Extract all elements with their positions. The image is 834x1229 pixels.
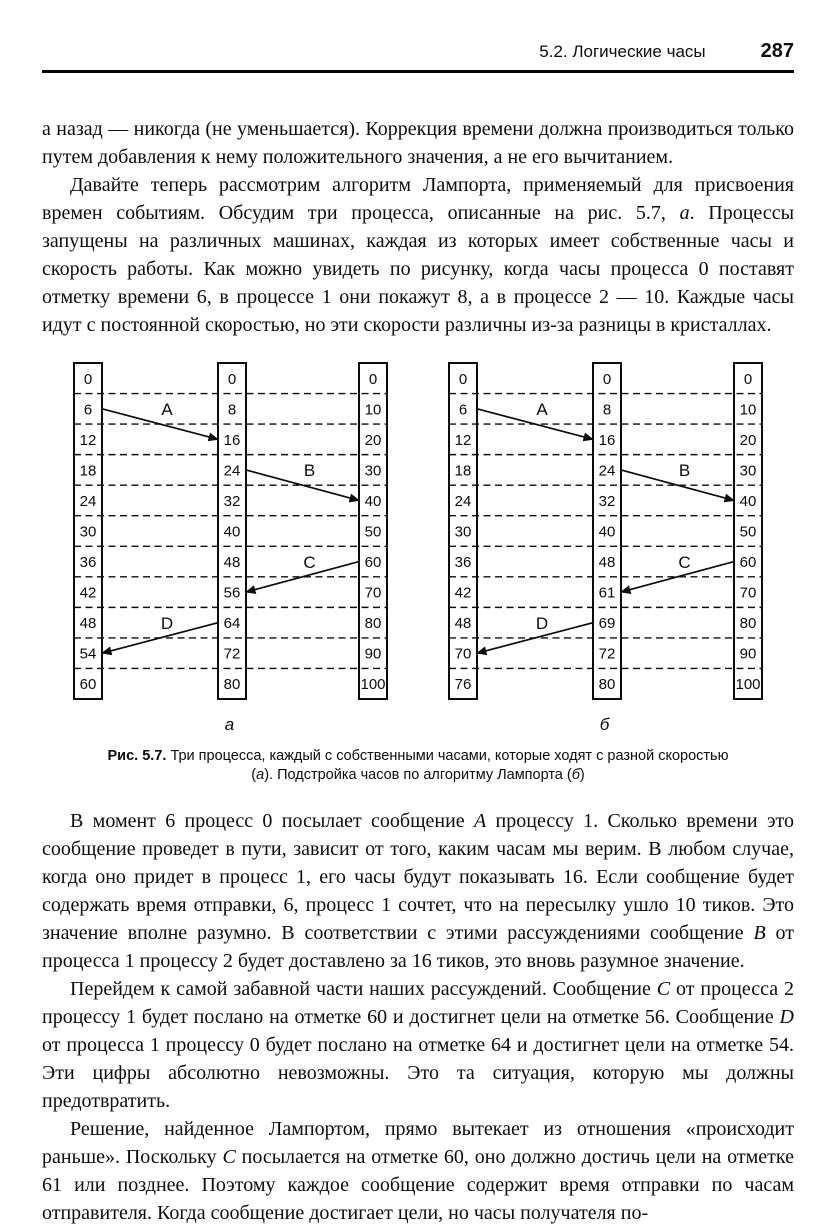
text-run: Перейдем к самой забавной части наших рассуждений. Сообщение [70, 977, 657, 1000]
clock-value: 40 [223, 523, 241, 540]
clock-value: 8 [227, 400, 237, 418]
clock-value: 60 [364, 553, 382, 571]
paragraph [42, 115, 794, 171]
clock-value: 60 [79, 675, 97, 693]
diagram-labels [73, 715, 761, 735]
clock-value: 50 [739, 523, 757, 540]
text-run: C [222, 1145, 236, 1168]
clock-value: 56 [223, 584, 241, 602]
page-number: 287 [760, 40, 794, 62]
clock-value: 24 [598, 461, 616, 479]
clock-value: 60 [739, 553, 757, 571]
paragraph [42, 975, 794, 1115]
clock-value: 0 [83, 370, 93, 388]
diagram-b-label: б [599, 714, 610, 734]
clock-value: 80 [598, 675, 616, 693]
clock-value: 10 [364, 400, 382, 418]
clock-value: 0 [368, 370, 378, 388]
clock-value: 80 [223, 675, 241, 693]
clock-value: 61 [598, 584, 616, 602]
clock-value: 32 [223, 492, 241, 510]
clock-value: 30 [364, 461, 382, 479]
clock-value: 48 [598, 553, 616, 571]
text-run: от процесса 1 процессу 2 будет доставлено за 16 тиков, это вновь разумное значение. [42, 921, 794, 972]
clock-value: 36 [454, 553, 472, 571]
clock-value: 42 [79, 584, 97, 602]
text-run: D [779, 1005, 794, 1028]
clock-value: 100 [735, 675, 761, 693]
clock-value: 48 [223, 553, 241, 571]
clock-value: 20 [739, 431, 757, 449]
text-run: В момент 6 процесс 0 посылает сообщение [70, 809, 474, 832]
clock-value: 40 [598, 523, 616, 540]
header-rule [42, 70, 794, 73]
clock-diagram-svg [73, 361, 388, 703]
clock-value: 70 [364, 584, 382, 602]
message-label: B [678, 460, 691, 480]
clock-value: 6 [83, 400, 93, 418]
text-run: а назад — никогда (не уменьшается). Коррекция времени должна производиться только путем добавления к нему положительного значения, а не его вычитанием. [42, 117, 794, 168]
text-run: ) [579, 766, 585, 783]
body-text-top [42, 115, 794, 339]
clock-value: 16 [223, 431, 241, 449]
clock-value: 54 [79, 645, 97, 663]
text-run: Три процесса, каждый с собственными часами, которые ходят с разной скоростью ( [166, 747, 729, 783]
diagram-a-label: а [224, 714, 235, 734]
clock-value: 30 [79, 523, 97, 540]
body-text-bottom [42, 807, 794, 1227]
clock-value: 90 [364, 645, 382, 663]
message-label: B [303, 460, 316, 480]
text-run: B [753, 921, 766, 944]
text-run: Давайте теперь рассмотрим алгоритм Лампорта, применяемый для присвоения времен событиям. Обсудим три процесса, описанные на рис. 5.7, [42, 173, 794, 224]
clock-value: 32 [598, 492, 616, 510]
clock-value: 24 [79, 492, 97, 510]
clock-value: 18 [454, 461, 472, 479]
clock-value: 16 [598, 431, 616, 449]
clock-value: 100 [360, 675, 386, 693]
figure-caption [98, 747, 738, 785]
clock-value: 50 [364, 523, 382, 540]
clock-value: 48 [454, 614, 472, 632]
clock-value: 0 [743, 370, 753, 388]
clock-value: 72 [223, 645, 241, 663]
paragraph [42, 807, 794, 975]
clock-value: 10 [739, 400, 757, 418]
figure-5-7 [42, 361, 794, 785]
clock-value: 70 [739, 584, 757, 602]
text-run: A [474, 809, 487, 832]
clock-diagram-svg [448, 361, 763, 703]
text-run: Решение, найденное Лампортом, прямо вытекает из отношения «происходит раньше». Поскольку [42, 1117, 794, 1168]
clock-value: 40 [739, 492, 757, 510]
section-title: 5.2. Логические часы [539, 42, 706, 61]
clock-value: 64 [223, 614, 241, 632]
text-run: а [679, 201, 690, 224]
clock-value: 8 [602, 400, 612, 418]
text-run: посылается на отметке 60, оно должно достичь цели на отметке 61 или позднее. Поэтому каждое сообщение содержит время отправки по часам отправителя. Когда сообщение достигает цели, но часы получателя по- [42, 1145, 794, 1224]
text-run: ). Подстройка часов по алгоритму Лампорта ( [264, 766, 572, 783]
diagram-b-lamport-corrected [448, 361, 761, 703]
clock-value: 48 [79, 614, 97, 632]
message-label: A [161, 399, 173, 419]
diagram-a-lamport-clocks [73, 361, 386, 703]
text-run: от процесса 1 процессу 0 будет послано на отметке 64 и достигнет цели на отметке 54. Эти цифры абсолютно невозможны. Это та ситуация, которую мы должны предотвратить. [42, 1033, 794, 1112]
clock-value: 6 [458, 400, 468, 418]
paragraph [42, 1115, 794, 1227]
paragraph [42, 171, 794, 339]
clock-value: 69 [598, 614, 616, 632]
message-label: C [303, 552, 316, 572]
clock-value: 36 [79, 553, 97, 571]
text-run: процессу 1. Сколько времени это сообщение проведет в пути, зависит от того, каким часам мы верим. В любом случае, когда оно придет в процесс 1, его часы будут показывать 16. Если сообщение будет содержать время отправки, 6, процесс 1 сочтет, что на пересылку ушло 10 тиков. Это значение вполне разумно. В соответствии с этими рассуждениями сообщение [42, 809, 795, 944]
clock-value: 24 [454, 492, 472, 510]
clock-value: 70 [454, 645, 472, 663]
clock-value: 42 [454, 584, 472, 602]
page-header [42, 40, 794, 70]
clock-value: 0 [458, 370, 468, 388]
clock-value: 90 [739, 645, 757, 663]
text-run: Рис. 5.7. [107, 747, 167, 764]
clock-value: 12 [454, 431, 472, 449]
clock-value: 12 [79, 431, 97, 449]
text-run: C [656, 977, 671, 1000]
clock-value: 76 [454, 675, 472, 693]
message-label: D [160, 613, 174, 633]
text-run: б [571, 766, 580, 783]
text-run: от процесса 2 процессу 1 будет послано на отметке 60 и достигнет цели на отметке 56. Сообщение [42, 977, 794, 1028]
message-label: D [535, 613, 549, 633]
clock-value: 30 [739, 461, 757, 479]
clock-value: 24 [223, 461, 241, 479]
diagrams-row [73, 361, 761, 703]
clock-value: 30 [454, 523, 472, 540]
clock-value: 80 [364, 614, 382, 632]
clock-value: 20 [364, 431, 382, 449]
clock-value: 0 [602, 370, 612, 388]
message-label: C [678, 552, 691, 572]
text-run: а [256, 766, 265, 783]
clock-value: 40 [364, 492, 382, 510]
clock-value: 72 [598, 645, 616, 663]
clock-value: 0 [227, 370, 237, 388]
message-label: A [536, 399, 548, 419]
clock-value: 18 [79, 461, 97, 479]
text-run: . Процессы запущены на различных машинах, каждая из которых имеет собственные часы и скорость работы. Как можно увидеть по рисунку, когда часы процесса 0 поставят отметку времени 6, в процессе 1 они покажут 8, а в процессе 2 — 10. Каждые часы идут с постоянной скоростью, но эти скорости различны из-за разницы в кристаллах. [42, 201, 795, 336]
clock-value: 80 [739, 614, 757, 632]
